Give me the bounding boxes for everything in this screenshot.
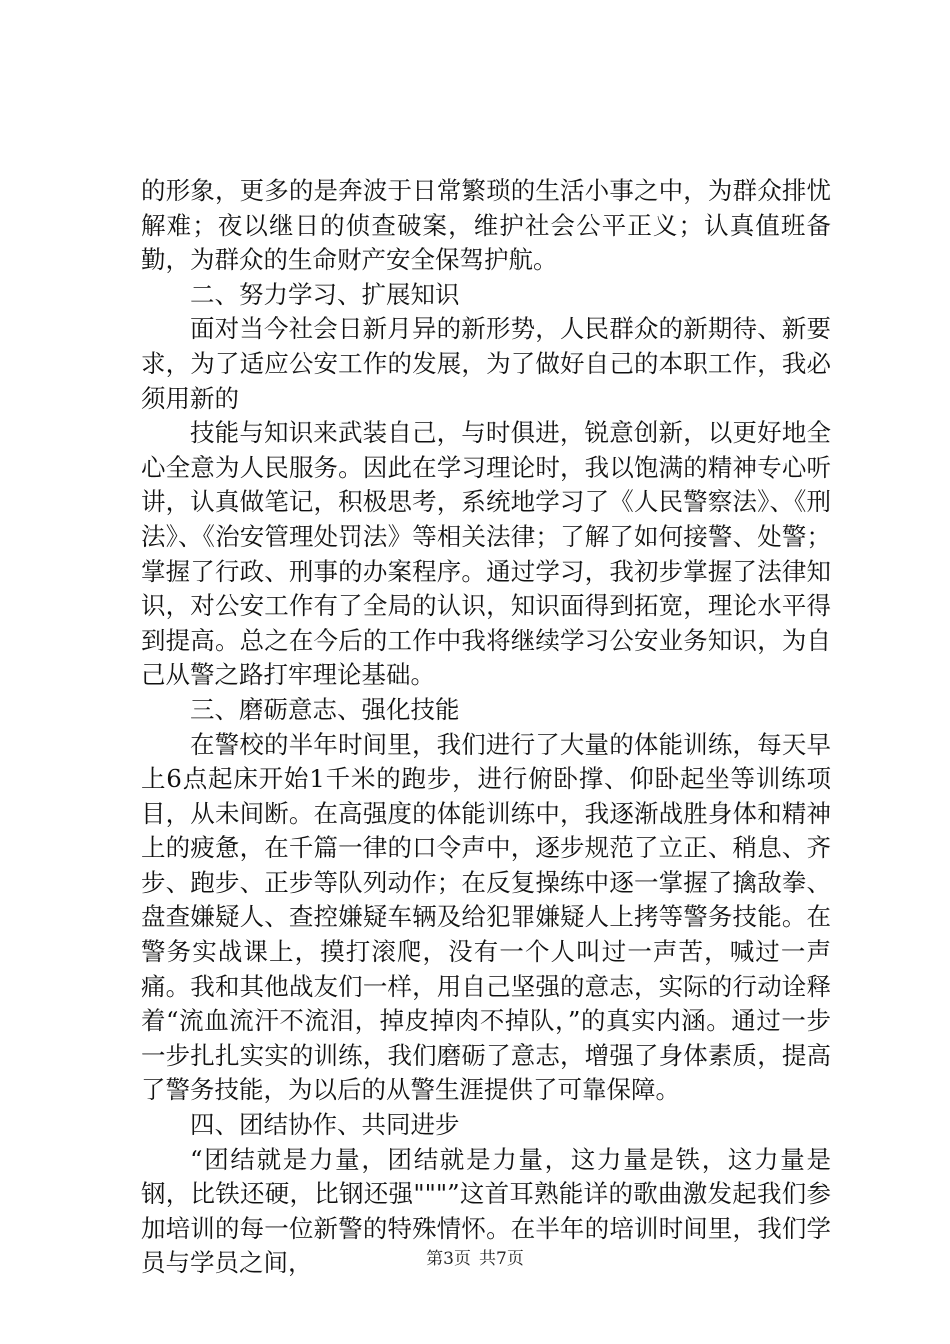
section-heading-2: 二、努力学习、扩展知识 [190,279,460,309]
body-text [141,174,831,1281]
section-heading-4: 四、团结协作、共同进步 [190,1110,460,1140]
paragraph-4: 在警校的半年时间里，我们进行了大量的体能训练，每天早上6点起床开始1千米的跑步，进行俯卧撑、仰卧起坐等训练项目，从未间断。在高强度的体能训练中，我逐渐战胜身体和精神上的疲惫，在千篇一律的口令声中，逐步规范了立正、稍息、齐步、跑步、正步等队列动作；在反复操练中逐一掌握了擒敌拳、盘查嫌疑人、查控嫌疑车辆及给犯罪嫌疑人上拷等警务技能。在警务实战课上，摸打滚爬，没有一个人叫过一声苦，喊过一声痛。我和其他战友们一样，用自己坚强的意志，实际的行动诠释着“流血流汗不流泪，掉皮掉肉不掉队，”的真实内涵。通过一步一步扎扎实实的训练，我们磨砺了意志，增强了身体素质，提高了警务技能，为以后的从警生涯提供了可靠保障。 [141,729,831,1105]
page-total: 共7页 [479,1249,524,1269]
page-number: 第3页 [426,1249,471,1269]
paragraph-1: 的形象，更多的是奔波于日常繁琐的生活小事之中，为群众排忧解难；夜以继日的侦查破案，维护社会公平正义；认真值班备勤，为群众的生命财产安全保驾护航。 [141,176,831,275]
paragraph-3: 技能与知识来武装自己，与时俱进，锐意创新，以更好地全心全意为人民服务。因此在学习理论时，我以饱满的精神专心听讲，认真做笔记，积极思考，系统地学习了《人民警察法》、《刑法》、《治安管理处罚法》等相关法律；了解了如何接警、处警；掌握了行政、刑事的办案程序。通过学习，我初步掌握了法律知识，对公安工作有了全局的认识，知识面得到拓宽，理论水平得到提高。总之在今后的工作中我将继续学习公安业务知识，为自己从警之路打牢理论基础。 [141,418,831,690]
page-footer [0,1244,950,1269]
section-heading-3: 三、磨砺意志、强化技能 [190,694,460,724]
paragraph-5: “团结就是力量，团结就是力量，这力量是铁，这力量是钢，比铁还硬，比钢还强"""”这首耳熟能详的歌曲激发起我们参加培训的每一位新警的特殊情怀。在半年的培训时间里，我们学员与学员之间， [141,1144,831,1278]
paragraph-2: 面对当今社会日新月异的新形势，人民群众的新期待、新要求，为了适应公安工作的发展，为了做好自己的本职工作，我必须用新的 [141,314,831,413]
